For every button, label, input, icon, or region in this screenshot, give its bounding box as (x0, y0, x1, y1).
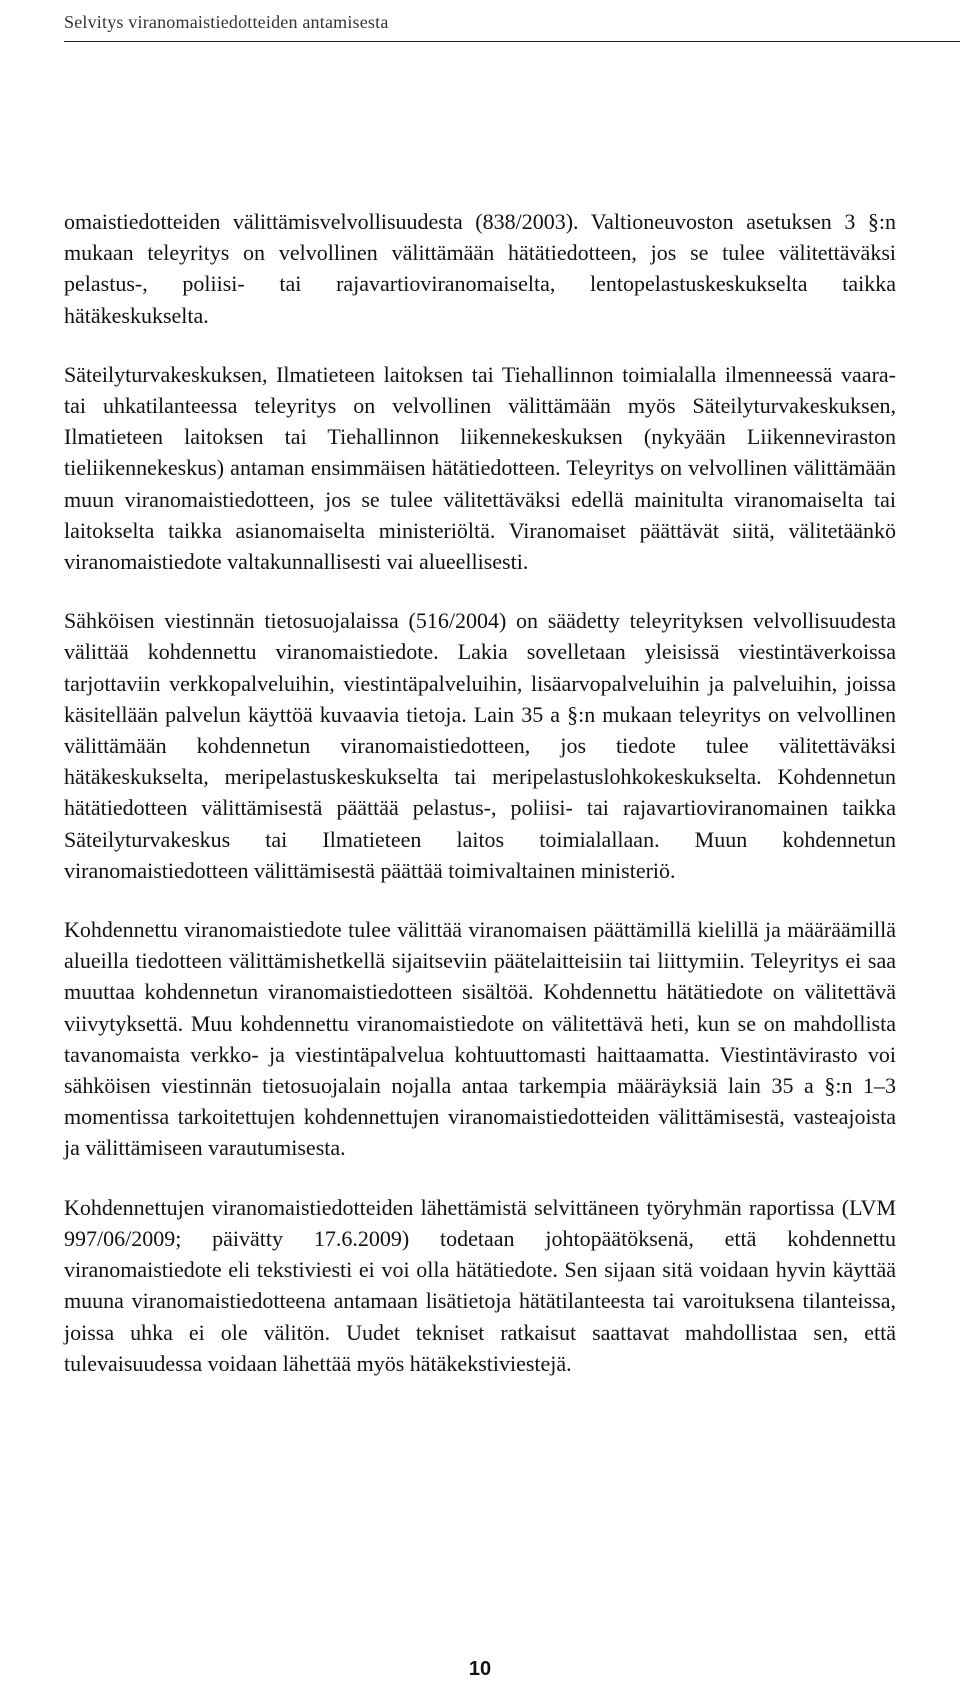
paragraph-2: Säteilyturvakeskuksen, Ilmatieteen laitoksen tai Tiehallinnon toimialalla ilmenneessä vaara- tai uhkatilanteessa teleyritys on velvollinen välittämään myös Säteilyturvakeskuksen, Ilmatieteen laitoksen tai Tiehallinnon liikennekeskuksen (nykyään Liikenneviraston tieliikennekeskus) antaman ensimmäisen hätätiedotteen. Teleyritys on velvollinen välittämään muun viranomaistiedotteen, jos se tulee välitettäväksi edellä mainitulta viranomaiselta tai laitokselta taikka asianomaiselta ministeriöltä. Viranomaiset päättävät siitä, välitetäänkö viranomaistiedote valtakunnallisesti vai alueellisesti. (64, 361, 896, 575)
running-header (64, 8, 960, 42)
paragraph-1: omaistiedotteiden välittämisvelvollisuudesta (838/2003). Valtioneuvoston asetuksen 3 §:n mukaan teleyritys on velvollinen välittämään hätätiedotteen, jos se tulee välitettäväksi pelastus-, poliisi- tai rajavartioviranomaiselta, lentopelastuskeskukselta taikka hätäkeskukselta. (64, 209, 896, 328)
paragraph-3: Sähköisen viestinnän tietosuojalaissa (516/2004) on säädetty teleyrityksen velvollisuudesta välittää kohdennettu viranomaistiedote. Lakia sovelletaan yleisissä viestintäverkoissa tarjottaviin verkkopalveluihin, viestintäpalveluihin, lisäarvopalveluihin ja palveluihin, joissa käsitellään palvelun käyttöä kuvaavia tietoja. Lain 35 a §:n mukaan teleyritys on velvollinen välittämään kohdennetun viranomaistiedotteen, jos tiedote tulee välitettäväksi hätäkeskukselta, meripelastuskeskukselta tai meripelastuslohkokeskukselta. Kohdennetun hätätiedotteen välittämisestä päättää pelastus-, poliisi- tai rajavartioviranomainen taikka Säteilyturvakeskus tai Ilmatieteen laitos toimialallaan. Muun kohdennetun viranomaistiedotteen välittämisestä päättää toimivaltainen ministeriö. (64, 608, 896, 883)
paragraph-4: Kohdennettu viranomaistiedote tulee välittää viranomaisen päättämillä kielillä ja määräämillä alueilla tiedotteen välittämishetkellä sijaitseviin päätelaitteisiin tai liittymiin. Teleyritys ei saa muuttaa kohdennetun viranomaistiedotteen sisältöä. Kohdennettu hätätiedote on välitettävä viivytyksettä. Muu kohdennettu viranomaistiedote on välitettävä heti, kun se on mahdollista tavanomaista verkko- ja viestintäpalvelua kohtuuttomasti haittaamatta. Viestintävirasto voi sähköisen viestinnän tietosuojalain nojalla antaa tarkempia määräyksiä lain 35 a §:n 1–3 momentissa tarkoitettujen kohdennettujen viranomaistiedotteiden välittämisestä, vasteajoista ja välittämiseen varautumisesta. (64, 917, 896, 1161)
paragraph-5: Kohdennettujen viranomaistiedotteiden lähettämistä selvittäneen työryhmän raportissa (LVM 997/06/2009; päivätty 17.6.2009) todetaan johtopäätöksenä, että kohdennettu viranomaistiedote eli tekstiviesti ei voi olla hätätiedote. Sen sijaan sitä voidaan hyvin käyttää muuna viranomaistiedotteena antamaan lisätietoja hätätilanteesta tai varoituksena tilanteissa, joissa uhka ei ole välitön. Uudet tekniset ratkaisut saattavat mahdollistaa sen, että tulevaisuudessa voidaan lähettää myös hätäkekstiviestejä. (64, 1194, 896, 1376)
page-number: 10 (468, 1658, 492, 1680)
running-header-title: Selvitys viranomaistiedotteiden antamisesta (64, 12, 389, 32)
document-body (64, 206, 896, 1407)
